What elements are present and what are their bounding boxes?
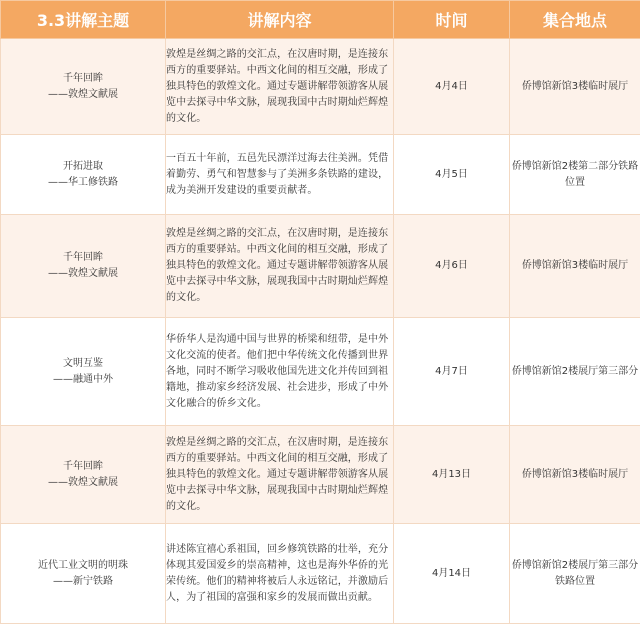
- time-cell: 4月7日: [394, 318, 510, 426]
- content-cell: 讲述陈宜禧心系祖国，回乡修筑铁路的壮举，充分体现其爱国爱乡的崇高精神，这也是海外华侨的光荣传统。他们的精神将被后人永远铭记，并激励后人，为了祖国的富强和家乡的发展而做出贡献。: [166, 524, 394, 624]
- header-time: 时间: [394, 1, 510, 39]
- content-cell: 华侨华人是沟通中国与世界的桥梁和纽带，是中外文化交流的使者。他们把中华传统文化传播到世界各地，同时不断学习吸收他国先进文化并传回到祖籍地，推动家乡经济发展、社会进步，形成了中外文化融合的侨乡文化。: [166, 318, 394, 426]
- topic-cell: [1, 215, 166, 318]
- topic-cell: [1, 318, 166, 426]
- header-place: 集合地点: [510, 1, 640, 39]
- topic-subtitle: ——敦煌文献展: [1, 87, 165, 103]
- content-cell: 敦煌是丝绸之路的交汇点，在汉唐时期，是连接东西方的重要驿站。中西文化间的相互交融，形成了独具特色的敦煌文化。通过专题讲解带领游客从展览中去探寻中华文脉，展现我国中古时期灿烂辉煌的文化。: [166, 215, 394, 318]
- time-cell: 4月4日: [394, 39, 510, 135]
- place-cell: 侨博馆新馆3楼临时展厅: [510, 426, 640, 524]
- time-cell: 4月6日: [394, 215, 510, 318]
- topic-cell: [1, 39, 166, 135]
- topic-title: 文明互鉴: [1, 356, 165, 372]
- table-row: [1, 215, 640, 318]
- time-cell: 4月14日: [394, 524, 510, 624]
- time-cell: 4月13日: [394, 426, 510, 524]
- topic-subtitle: ——融通中外: [1, 372, 165, 388]
- topic-subtitle: ——华工修铁路: [1, 175, 165, 191]
- table-row: [1, 426, 640, 524]
- topic-subtitle: ——敦煌文献展: [1, 475, 165, 491]
- place-cell: 侨博馆新馆2楼展厅第三部分铁路位置: [510, 524, 640, 624]
- content-cell: 一百五十年前，五邑先民漂洋过海去往美洲。凭借着勤劳、勇气和智慧参与了美洲多条铁路的建设，成为美洲开发建设的重要贡献者。: [166, 135, 394, 215]
- topic-title: 千年回眸: [1, 250, 165, 266]
- table-row: [1, 318, 640, 426]
- content-cell: 敦煌是丝绸之路的交汇点，在汉唐时期，是连接东西方的重要驿站。中西文化间的相互交融，形成了独具特色的敦煌文化。通过专题讲解带领游客从展览中去探寻中华文脉，展现我国中古时期灿烂辉煌的文化。: [166, 426, 394, 524]
- place-cell: 侨博馆新馆2楼展厅第三部分: [510, 318, 640, 426]
- topic-title: 近代工业文明的明珠: [1, 558, 165, 574]
- table-row: [1, 39, 640, 135]
- table-row: [1, 135, 640, 215]
- topic-subtitle: ——新宁铁路: [1, 574, 165, 590]
- content-cell: 敦煌是丝绸之路的交汇点，在汉唐时期，是连接东西方的重要驿站。中西文化间的相互交融，形成了独具特色的敦煌文化。通过专题讲解带领游客从展览中去探寻中华文脉，展现我国中古时期灿烂辉煌的文化。: [166, 39, 394, 135]
- topic-title: 千年回眸: [1, 71, 165, 87]
- header-row: [1, 1, 640, 39]
- place-cell: 侨博馆新馆2楼第二部分铁路位置: [510, 135, 640, 215]
- time-cell: 4月5日: [394, 135, 510, 215]
- header-topic: 3.3讲解主题: [1, 1, 166, 39]
- topic-cell: [1, 135, 166, 215]
- place-cell: 侨博馆新馆3楼临时展厅: [510, 215, 640, 318]
- topic-subtitle: ——敦煌文献展: [1, 266, 165, 282]
- table-row: [1, 524, 640, 624]
- topic-cell: [1, 524, 166, 624]
- place-cell: 侨博馆新馆3楼临时展厅: [510, 39, 640, 135]
- header-content: 讲解内容: [166, 1, 394, 39]
- topic-title: 千年回眸: [1, 459, 165, 475]
- topic-title: 开拓进取: [1, 159, 165, 175]
- topic-cell: [1, 426, 166, 524]
